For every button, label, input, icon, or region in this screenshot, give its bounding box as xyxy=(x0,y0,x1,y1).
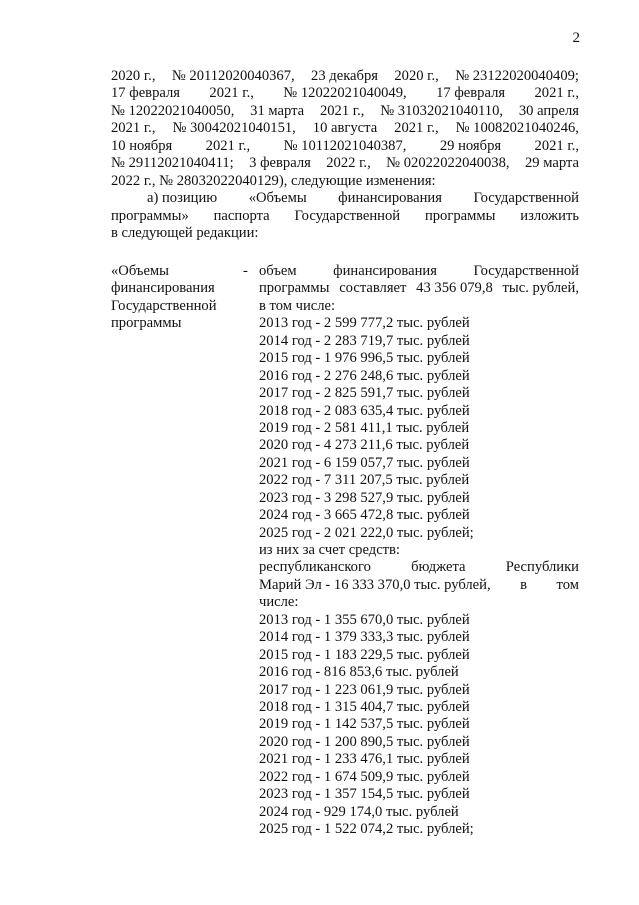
intro-line xyxy=(111,225,579,242)
page-number: 2 xyxy=(572,30,580,46)
funding-line xyxy=(259,525,579,542)
funding-word: 2016 год - 2 276 248,6 тыс. рублей xyxy=(259,367,470,384)
funding-word: 2023 год - 3 298 527,9 тыс. рублей xyxy=(259,489,470,506)
intro-word: 31 марта xyxy=(250,102,305,119)
funding-word: 2015 год - 1 183 229,5 тыс. рублей xyxy=(259,646,470,663)
intro-word: 10 августа xyxy=(312,120,378,137)
funding-line xyxy=(259,280,579,297)
funding-word: 2022 год - 1 674 509,9 тыс. рублей xyxy=(259,768,470,785)
funding-line xyxy=(259,490,579,507)
intro-line xyxy=(111,190,579,207)
funding-line xyxy=(259,612,579,629)
funding-line xyxy=(259,298,579,315)
funding-line xyxy=(259,821,579,838)
funding-word: 2019 год - 1 142 537,5 тыс. рублей xyxy=(259,716,470,733)
intro-word: № 30042021040151, xyxy=(172,120,296,137)
intro-word: 2021 г., xyxy=(209,85,254,102)
intro-word: Государственной xyxy=(294,207,401,224)
funding-line xyxy=(259,507,579,524)
funding-line xyxy=(259,786,579,803)
funding-line xyxy=(259,455,579,472)
funding-word: числе: xyxy=(259,594,299,611)
funding-word: 2013 год - 1 355 670,0 тыс. рублей xyxy=(259,611,470,628)
intro-word: № 10112021040387, xyxy=(283,137,407,154)
intro-word: изложить xyxy=(520,207,579,224)
intro-word: 2020 г., xyxy=(111,68,156,84)
funding-word: Республики xyxy=(505,559,579,576)
intro-word: 10 ноября xyxy=(111,137,173,154)
funding-line xyxy=(259,734,579,751)
intro-word: программы xyxy=(424,207,496,224)
funding-word: 43 356 079,8 xyxy=(416,280,493,297)
funding-word: программы xyxy=(259,280,330,297)
intro-word: 2021 г., xyxy=(319,102,365,119)
intro-word: 2022 г., xyxy=(326,155,371,172)
intro-paragraph xyxy=(111,68,579,242)
funding-word: 2025 год - 2 021 222,0 тыс. рублей; xyxy=(259,524,474,541)
intro-word: программы» xyxy=(111,207,189,224)
intro-word: «Объемы xyxy=(248,190,307,207)
funding-line xyxy=(259,577,579,594)
intro-word: 3 февраля xyxy=(249,155,311,172)
intro-word: финансирования xyxy=(338,190,442,207)
funding-word: 2024 год - 929 174,0 тыс. рублей xyxy=(259,803,459,820)
funding-word: 2023 год - 1 357 154,5 тыс. рублей xyxy=(259,786,470,803)
funding-word: Государственной xyxy=(473,263,579,279)
intro-line xyxy=(111,173,579,190)
funding-word: 2014 год - 2 283 719,7 тыс. рублей xyxy=(259,332,470,349)
funding-word: Марий Эл - 16 333 370,0 тыс. рублей, xyxy=(259,576,491,593)
funding-word: 2017 год - 2 825 591,7 тыс. рублей xyxy=(259,385,470,402)
funding-word: тыс. рублей, xyxy=(502,280,579,297)
funding-line xyxy=(259,315,579,332)
funding-line xyxy=(259,647,579,664)
funding-line xyxy=(259,542,579,559)
funding-line xyxy=(259,699,579,716)
intro-line xyxy=(111,208,579,225)
intro-word: 30 апреля xyxy=(518,102,579,119)
intro-word: паспорта xyxy=(213,207,270,224)
funding-line xyxy=(259,629,579,646)
funding-word: в xyxy=(520,576,528,593)
funding-word: 2024 год - 3 665 472,8 тыс. рублей xyxy=(259,507,470,524)
intro-word: 2020 г., xyxy=(394,68,439,84)
funding-line xyxy=(259,333,579,350)
funding-word: 2014 год - 1 379 333,3 тыс. рублей xyxy=(259,629,470,646)
funding-word: 2020 год - 4 273 211,6 тыс. рублей xyxy=(259,437,470,454)
label-dash: - xyxy=(243,263,248,279)
funding-line xyxy=(259,420,579,437)
intro-word: № 12022021040050, xyxy=(111,102,235,119)
funding-line xyxy=(259,769,579,786)
funding-word: 2022 год - 7 311 207,5 тыс. рублей xyxy=(259,472,470,489)
funding-word: финансирования xyxy=(333,263,437,279)
funding-word: 2017 год - 1 223 061,9 тыс. рублей xyxy=(259,681,470,698)
intro-word: 29 ноября xyxy=(439,137,502,154)
intro-word: 2021 г., xyxy=(534,85,579,102)
intro-line xyxy=(111,120,579,137)
label-line: финансирования xyxy=(111,280,215,297)
funding-word: 2015 год - 1 976 996,5 тыс. рублей xyxy=(259,350,470,367)
funding-word: 2019 год - 2 581 411,1 тыс. рублей xyxy=(259,419,470,436)
intro-line xyxy=(111,138,579,155)
funding-line xyxy=(259,437,579,454)
funding-word: 2018 год - 2 083 635,4 тыс. рублей xyxy=(259,402,470,419)
funding-line xyxy=(259,350,579,367)
intro-line xyxy=(111,103,579,120)
funding-word: том xyxy=(556,576,579,593)
funding-line xyxy=(259,716,579,733)
funding-line xyxy=(259,263,579,280)
funding-word: республиканского xyxy=(259,559,371,576)
funding-word: составляет xyxy=(339,280,407,297)
funding-word: 2021 год - 1 233 476,1 тыс. рублей xyxy=(259,751,470,768)
funding-word: 2018 год - 1 315 404,7 тыс. рублей xyxy=(259,698,470,715)
intro-word: № 02022022040038, xyxy=(386,155,510,172)
label-line: Государственной xyxy=(111,297,217,314)
intro-word: 29 марта xyxy=(525,155,579,172)
funding-line xyxy=(259,751,579,768)
intro-line xyxy=(111,68,579,85)
funding-line xyxy=(259,804,579,821)
label-line: программы xyxy=(111,315,182,332)
funding-line xyxy=(259,664,579,681)
intro-word: № 12022021040049, xyxy=(283,85,407,102)
intro-word: а) позицию xyxy=(147,190,218,207)
label-line: «Объемы xyxy=(111,263,169,279)
intro-word: № 10082021040246, xyxy=(455,120,579,137)
intro-word: 17 февраля xyxy=(436,85,506,102)
funding-details xyxy=(259,263,579,838)
funding-line xyxy=(259,403,579,420)
funding-word: 2013 год - 2 599 777,2 тыс. рублей xyxy=(259,315,470,332)
intro-word: № 29112021040411; xyxy=(111,155,234,172)
funding-word: бюджета xyxy=(411,559,466,576)
funding-line xyxy=(259,559,579,576)
funding-line xyxy=(259,368,579,385)
intro-line xyxy=(111,155,579,172)
intro-word: 2021 г., xyxy=(394,120,439,137)
intro-word: 2022 г., № 28032022040129), следующие изменения: xyxy=(111,172,436,189)
funding-word: из них за счет средств: xyxy=(259,542,400,558)
intro-word: 17 февраля xyxy=(111,85,180,102)
intro-word: Государственной xyxy=(473,190,579,207)
funding-word: 2016 год - 816 853,6 тыс. рублей xyxy=(259,664,459,681)
funding-word: объем xyxy=(259,263,297,279)
funding-word: 2020 год - 1 200 890,5 тыс. рублей xyxy=(259,733,470,750)
intro-word: в следующей редакции: xyxy=(111,224,259,241)
intro-word: № 20112020040367, xyxy=(171,68,295,84)
intro-word: 2021 г., xyxy=(111,120,156,137)
funding-line xyxy=(259,594,579,611)
funding-line xyxy=(259,472,579,489)
funding-word: 2025 год - 1 522 074,2 тыс. рублей; xyxy=(259,821,474,837)
intro-word: № 31032021040110, xyxy=(380,102,504,119)
intro-word: № 23122020040409; xyxy=(455,68,579,84)
intro-word: 2021 г., xyxy=(205,137,251,154)
funding-word: в том числе: xyxy=(259,297,336,314)
intro-line xyxy=(111,85,579,102)
intro-word: 2021 г., xyxy=(534,137,579,154)
funding-word: 2021 год - 6 159 057,7 тыс. рублей xyxy=(259,454,470,471)
funding-line xyxy=(259,682,579,699)
funding-line xyxy=(259,385,579,402)
intro-word: 23 декабря xyxy=(311,68,378,84)
position-label xyxy=(111,263,256,333)
